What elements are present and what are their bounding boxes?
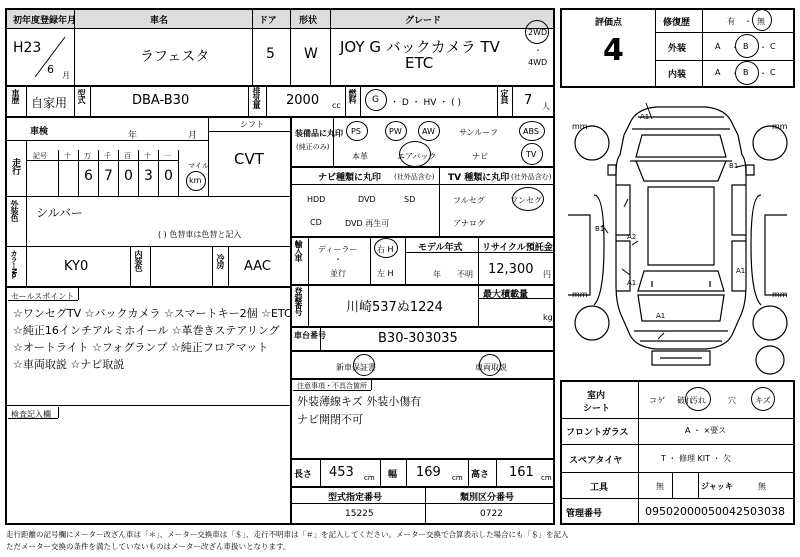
exterior-color-label: 外装色 xyxy=(10,200,19,221)
exterior-dot-2: ・ xyxy=(759,43,767,52)
repaint-note: ( ) 色替車は色替と記入 xyxy=(158,230,242,239)
mileage-digit-0: 6 xyxy=(84,168,93,184)
sheet-opt-burn: コゲ xyxy=(649,396,665,405)
selling-point-line-2: ☆純正16インチアルミホイール ☆革巻きステアリング xyxy=(13,324,280,337)
tools-value: 無 xyxy=(656,482,664,491)
import-dealer: ディーラー xyxy=(318,245,358,254)
capacity-unit: 人 xyxy=(542,102,550,111)
recycle-yen: 円 xyxy=(543,270,551,279)
door-label: ドア xyxy=(259,16,277,26)
damage-mark-6: A1 xyxy=(736,267,746,275)
spare-tire-label: スペアタイヤ xyxy=(569,456,623,466)
navi-dvd-play: DVD 再生可 xyxy=(345,219,390,228)
selling-point-line-3: ☆オートライト ☆フォグランプ ☆純正フロアマット xyxy=(13,341,269,354)
footer-line-1: 走行距離の記号欄にメーター改ざん車は「＊」、メーター交換車は「＄」、走行不明車は「＃」を記入してください。メーター交換で合算表示した場合にも「＄」を記入 xyxy=(6,530,569,539)
navi-sd: SD xyxy=(404,195,416,204)
equip-ps: PS xyxy=(351,127,361,136)
model-year-unknown: 不明 xyxy=(457,270,473,279)
km-unit: km xyxy=(189,176,202,185)
exterior-dot-1: ・ xyxy=(731,43,739,52)
drive-2wd: 2WD xyxy=(528,28,548,37)
tv-fullseg: フルセグ xyxy=(453,196,485,205)
notes-line-2: ナビ開閉不可 xyxy=(297,413,363,426)
model-year-unit: 年 xyxy=(433,270,441,279)
model-year-label: モデル年式 xyxy=(418,243,463,253)
displacement-value: 2000 xyxy=(286,93,320,108)
width-value: 169 xyxy=(416,465,441,480)
equip-pw: PW xyxy=(389,127,402,136)
notes-line-1: 外装薄線キズ 外装小傷有 xyxy=(297,395,422,408)
car-name-label: 車名 xyxy=(150,16,169,26)
grade-line-2: ETC xyxy=(405,54,434,72)
capacity-label: 定員 xyxy=(500,89,509,103)
navi-sub-label: (社外品含む) xyxy=(394,173,435,181)
mileage-digit-2: 0 xyxy=(124,168,133,184)
mileage-label: 走行 xyxy=(10,158,20,174)
tv-oneseg: ワンセグ xyxy=(510,196,542,205)
drive-4wd: 4WD xyxy=(528,58,548,67)
doors-value: 5 xyxy=(266,46,275,62)
selling-point-line-4: ☆車両取説 ☆ナビ取説 xyxy=(13,358,125,371)
front-glass-value: A ・ ×要ス xyxy=(685,426,727,435)
damage-mark-4: B1 xyxy=(595,225,605,233)
equip-abs: ABS xyxy=(523,127,539,136)
height-value: 161 xyxy=(509,465,534,480)
sheet-opt-stain: 汚れ xyxy=(690,396,706,405)
capacity-value: 7 xyxy=(524,93,533,108)
drive-dot: ・ xyxy=(534,46,542,55)
category-value: 0722 xyxy=(480,509,503,519)
repair-label: 修復歴 xyxy=(663,18,691,28)
jack-value: 無 xyxy=(758,482,766,491)
tread-fl-label: mm xyxy=(572,122,588,131)
first-reg-year: H23 xyxy=(13,40,42,56)
footer-line-2: ただメーター交換の条件を満たしていないものはメーター改ざん車扱いとなります。 xyxy=(6,542,291,551)
front-glass-label: フロントガラス xyxy=(566,428,629,438)
interior-label: 内装 xyxy=(668,70,687,80)
equip-navi: ナビ xyxy=(472,152,488,161)
doc-manual: 車両取説 xyxy=(475,363,507,372)
equip-leather: 本革 xyxy=(352,152,368,161)
tread-rl-label: mm xyxy=(572,290,588,299)
damage-mark-1: A1 xyxy=(640,113,650,121)
notes-label: 注意事項・不具合箇所 xyxy=(297,382,367,390)
navi-dvd: DVD xyxy=(358,195,376,204)
jack-label: ジャッキ xyxy=(701,482,733,491)
inspection-month-unit: 月 xyxy=(188,131,198,141)
interior-color-label: 内装色 xyxy=(134,250,143,271)
fuel-label: 燃料 xyxy=(348,89,357,103)
tv-label: TV 種類に丸印 xyxy=(448,173,510,183)
management-label: 管理番号 xyxy=(566,509,603,519)
score-value: 4 xyxy=(603,33,624,68)
mileage-digit-1: 7 xyxy=(104,168,113,184)
category-label: 類別区分番号 xyxy=(460,493,515,503)
damage-mark-3: A2 xyxy=(627,233,637,241)
import-dot: ・ xyxy=(334,255,342,264)
digit-header-3: 百 xyxy=(124,152,131,160)
exterior-label: 外装 xyxy=(668,44,687,54)
interior-dot-2: ・ xyxy=(759,69,767,78)
import-label: 輸入車 xyxy=(294,240,303,261)
sheet-opt-tear: 破れ xyxy=(677,396,693,405)
usage-value: 自家用 xyxy=(31,96,68,110)
doc-manual-circle xyxy=(479,354,501,376)
designation-label: 型式指定番号 xyxy=(328,493,383,503)
interior-a: A xyxy=(715,68,721,77)
digit-header-4: 十 xyxy=(144,152,151,160)
fuel-options: ・ D ・ HV ・ ( ) xyxy=(390,98,462,108)
registration-value: 川崎537ぬ1224 xyxy=(346,300,443,315)
tread-rr-label: mm xyxy=(772,290,788,299)
width-unit: cm xyxy=(452,474,463,482)
digit-header-1: 万 xyxy=(84,152,91,160)
chassis-label: 車台番号 xyxy=(294,331,326,340)
fuel-g: G xyxy=(372,95,379,105)
displacement-unit: cc xyxy=(332,101,341,110)
damage-mark-2: B1 xyxy=(729,162,739,170)
import-parallel: 並行 xyxy=(330,269,346,278)
max-load-label: 最大積載量 xyxy=(483,290,529,300)
exterior-c: C xyxy=(770,42,776,51)
interior-dot-1: ・ xyxy=(731,69,739,78)
sheet-opt-hole: 穴 xyxy=(728,396,736,405)
designation-value: 15225 xyxy=(345,509,374,519)
first-reg-month-unit: 月 xyxy=(62,71,70,80)
car-condition-diagram xyxy=(560,95,795,375)
recycle-value: 12,300 xyxy=(488,262,534,277)
equip-tv: TV xyxy=(526,150,537,159)
doc-new-warranty: 新車保証書 xyxy=(336,363,376,372)
first-reg-label: 初年度登録年月 xyxy=(13,16,77,26)
exterior-a: A xyxy=(715,42,721,51)
digit-header-2: 千 xyxy=(104,152,111,160)
equipment-sub-label: (純正のみ) xyxy=(296,143,330,151)
score-label: 評価点 xyxy=(595,18,623,28)
grade-label: グレード xyxy=(405,16,442,26)
length-label: 長さ xyxy=(294,470,313,480)
mileage-symbol-label: 記号 xyxy=(33,152,47,160)
recycle-label: リサイクル預託金 xyxy=(482,243,553,253)
tv-sub-label: (社外品含む) xyxy=(511,173,552,181)
registration-label: 登録番号 xyxy=(294,287,303,315)
first-reg-month: 6 xyxy=(47,63,54,76)
inspection-label: 車検 xyxy=(30,127,49,137)
model-value: DBA-B30 xyxy=(132,93,190,108)
ac-value: AAC xyxy=(244,259,271,274)
length-unit: cm xyxy=(364,474,375,482)
shift-value: CVT xyxy=(234,150,264,168)
color-no-label: カラーNo. xyxy=(10,250,18,279)
mileage-digit-4: 0 xyxy=(164,168,173,184)
digit-header-5: 一 xyxy=(164,152,171,160)
tools-label: 工具 xyxy=(590,483,609,493)
equip-airbag: エアバック xyxy=(397,152,437,161)
steering-right: 右 H xyxy=(377,245,394,254)
model-label: 型式 xyxy=(77,89,86,103)
displacement-label: 排気量 xyxy=(252,87,261,108)
navi-label: ナビ種類に丸印 xyxy=(318,173,382,183)
mileage-digit-3: 3 xyxy=(144,168,153,184)
shift-label: シフト xyxy=(240,120,264,129)
color-no-value: KY0 xyxy=(64,259,89,274)
repair-dot: ・ xyxy=(744,17,752,26)
interior-b: B xyxy=(743,68,749,77)
usage-label: 車歴 xyxy=(11,89,20,103)
chassis-value: B30-303035 xyxy=(378,331,458,346)
ac-label: 冷房 xyxy=(216,254,225,268)
navi-hdd: HDD xyxy=(307,195,326,204)
mile-label: マイル xyxy=(188,162,209,170)
interior-sheet-label-1: 室内 xyxy=(587,391,606,401)
interior-c: C xyxy=(770,68,776,77)
spare-tire-value: T ・ 修理 KIT ・ 欠 xyxy=(661,454,732,463)
equip-aw: AW xyxy=(422,127,435,136)
selling-point-line-1: ☆ワンセグTV ☆バックカメラ ☆スマートキー2個 ☆ETC xyxy=(13,307,292,320)
tread-fr-label: mm xyxy=(772,122,788,131)
navi-cd: CD xyxy=(310,218,322,227)
height-label: 高さ xyxy=(471,470,490,480)
equipment-label: 装備品に丸印 xyxy=(295,129,343,138)
sheet-opt-scratch: キズ xyxy=(755,396,771,405)
shape-label: 形状 xyxy=(299,16,318,26)
damage-mark-5: A1 xyxy=(627,279,637,287)
width-label: 幅 xyxy=(388,470,398,480)
repair-no: 無 xyxy=(757,17,765,26)
grade-line-1: JOY G バックカメラ TV xyxy=(340,38,500,56)
inspection-year-unit: 年 xyxy=(128,131,138,141)
damage-mark-7: A1 xyxy=(656,312,666,320)
tv-analog: アナログ xyxy=(453,219,485,228)
management-value: 09502000050042503038 xyxy=(645,505,785,518)
exterior-b: B xyxy=(743,42,749,51)
max-load-unit: kg xyxy=(543,313,553,322)
height-unit: cm xyxy=(541,474,552,482)
repair-yes: 有 xyxy=(727,17,735,26)
selling-points-label: セールスポイント xyxy=(11,292,75,301)
doc-new-warranty-circle xyxy=(353,354,375,376)
equip-sunroof: サンルーフ xyxy=(459,128,498,137)
shape-value: W xyxy=(304,46,318,62)
steering-left: 左 H xyxy=(377,269,394,278)
length-value: 453 xyxy=(329,465,354,480)
inspector-note-label: 検査記入欄 xyxy=(11,410,51,419)
car-name-value: ラフェスタ xyxy=(140,49,210,65)
interior-sheet-label-2: シート xyxy=(583,404,611,414)
exterior-color-value: シルバー xyxy=(36,206,83,220)
digit-header-0: 十 xyxy=(64,152,71,160)
